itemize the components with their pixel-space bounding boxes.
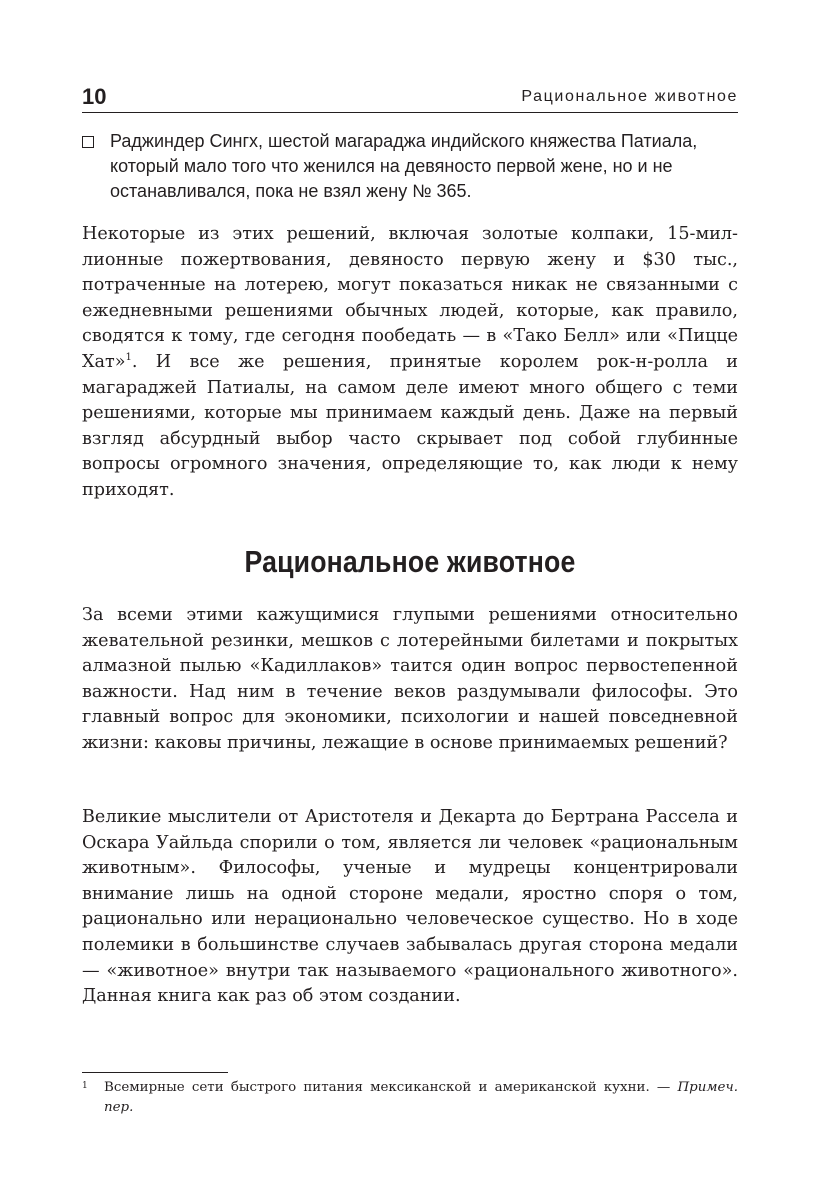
footnote-divider [82, 1072, 228, 1073]
footnote-translator-note: Примеч. пер. [104, 1080, 738, 1115]
paragraph-1 [82, 222, 738, 504]
footnote-mark: 1 [82, 1081, 88, 1091]
running-title: Рациональное животное [521, 88, 738, 105]
bullet-text: Раджиндер Сингх, шестой магараджа индийского княжества Патиала, который мало того что женился на девяносто первой жене, но и не останавливался, пока не взял жену № 365. [110, 131, 698, 201]
paragraph-2: За всеми этими кажущимися глупыми решениями относительно жевательной резинки, мешков с лотерейными билетами и покрытых алмазной пылью «Кадиллаков» таится один вопрос первостепенной важности. Над ним в течение веков раздумывали философы. Это главный вопрос для экономики, психологии и нашей повседневной жизни: каковы причины, лежащие в основе принимаемых решений? [82, 605, 738, 753]
running-header [82, 82, 738, 113]
bullet-item [82, 129, 738, 204]
paragraph-1-text-b: . И все же решения, принятые королем рок-н-ролла и магараджей Патиалы, на самом деле имеют много общего с теми решениями, которые мы принимаем каждый день. Даже на первый взгляд абсурдный выбор часто скрывает под собой глубинные вопросы огромного значения, определяющие то, как люди к нему приходят. [82, 351, 738, 500]
page-number: 10 [82, 84, 107, 109]
footnote-text [104, 1078, 738, 1118]
checkbox-bullet-icon [82, 136, 94, 148]
footnote-body: Всемирные сети быстрого питания мексиканской и американской кухни. — [104, 1080, 678, 1095]
footnote [82, 1078, 738, 1118]
footnote-reference[interactable]: 1 [125, 352, 132, 364]
section-heading: Рациональное животное [244, 544, 576, 579]
paragraph-1-text-a: Некоторые из этих решений, включая золотые колпаки, 15-миллионные пожертвования, девяносто первую жену и $30 тыс., потраченные на лотерею, могут показаться никак не связанными с ежедневными решениями обычных людей, которые, как правило, сводятся к тому, где сегодня пообедать — в «Тако Белл» или «Пицце Хат» [82, 224, 738, 372]
paragraph-3: Великие мыслители от Аристотеля и Декарта до Бертрана Рассела и Оскара Уайльда спорили о том, является ли человек «рациональным животным». Философы, ученые и мудрецы концентрировали внимание лишь на одной стороне медали, яростно споря о том, рационально или нерационально человеческое существо. Но в ходе полемики в большинстве случаев забывалась другая сторона медали — «животное» внутри так называемого «рационального животного». Данная книга как раз об этом создании. [82, 807, 738, 1007]
